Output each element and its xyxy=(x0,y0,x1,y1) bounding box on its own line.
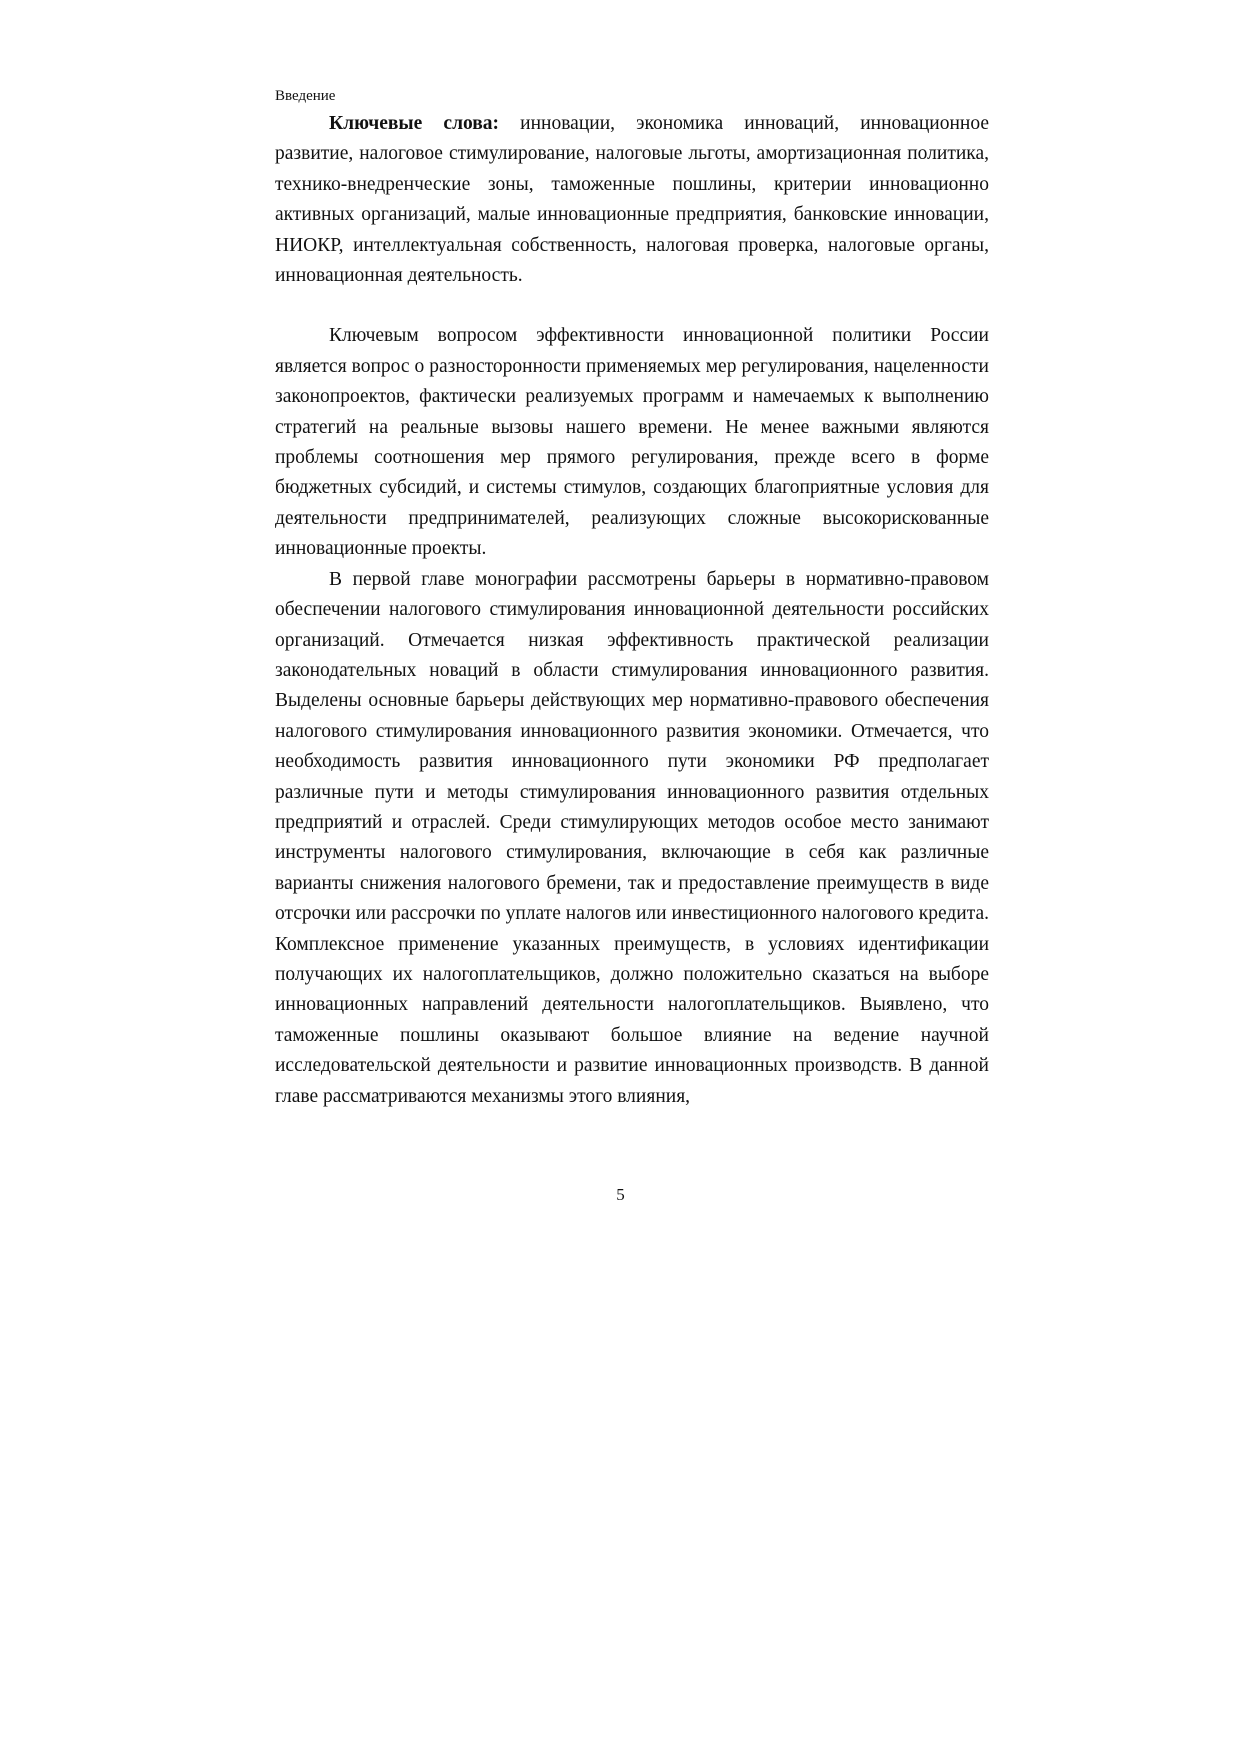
page-number: 5 xyxy=(616,1185,625,1204)
page-content xyxy=(275,109,989,1112)
body-paragraph: Ключевым вопросом эффективности инновационной политики России является вопрос о разносторонности применяемых мер регулирования, нацеленности законопроектов, фактически реализуемых программ и намечаемых к выполнению стратегий на реальные вызовы нашего времени. Не менее важными являются проблемы соотношения мер прямого регулирования, прежде всего в форме бюджетных субсидий, и системы стимулов, создающих благоприятные условия для деятельности предпринимателей, реализующих сложные высокорискованные инновационные проекты. xyxy=(275,325,989,560)
keywords-paragraph xyxy=(275,109,989,291)
running-head: Введение xyxy=(275,88,336,104)
body-paragraph: В первой главе монографии рассмотрены барьеры в нормативно-правовом обеспечении налогового стимулирования инновационной деятельности российских организаций. Отмечается низкая эффективность практической реализации законодательных новаций в области стимулирования инновационного развития. Выделены основные барьеры действующих мер нормативно-правового обеспечения налогового стимулирования инновационного развития экономики. Отмечается, что необходимость развития инновационного пути экономики РФ предполагает различные пути и методы стимулирования инновационного развития отдельных предприятий и отраслей. Среди стимулирующих методов особое место занимают инструменты налогового стимулирования, включающие в себя как различные варианты снижения налогового бремени, так и предоставление преимуществ в виде отсрочки или рассрочки по уплате налогов или инвестиционного налогового кредита. Комплексное применение указанных преимуществ, в условиях идентификации получающих их налогоплательщиков, должно положительно сказаться на выборе инновационных направлений деятельности налогоплательщиков. Выявлено, что таможенные пошлины оказывают большое влияние на ведение научной исследовательской деятельности и развитие инновационных производств. В данной главе рассматриваются механизмы этого влияния, xyxy=(275,568,989,1107)
keywords-text: инновации, экономика инноваций, инновационное развитие, налоговое стимулирование, налоговые льготы, амортизационная политика, технико-внедренческие зоны, таможенные пошлины, критерии инновационно активных организаций, малые инновационные предприятия, банковские инновации, НИОКР, интеллектуальная собственность, налоговая проверка, налоговые органы, инновационная деятельность. xyxy=(275,113,989,287)
keywords-label: Ключевые слова: xyxy=(329,113,500,134)
